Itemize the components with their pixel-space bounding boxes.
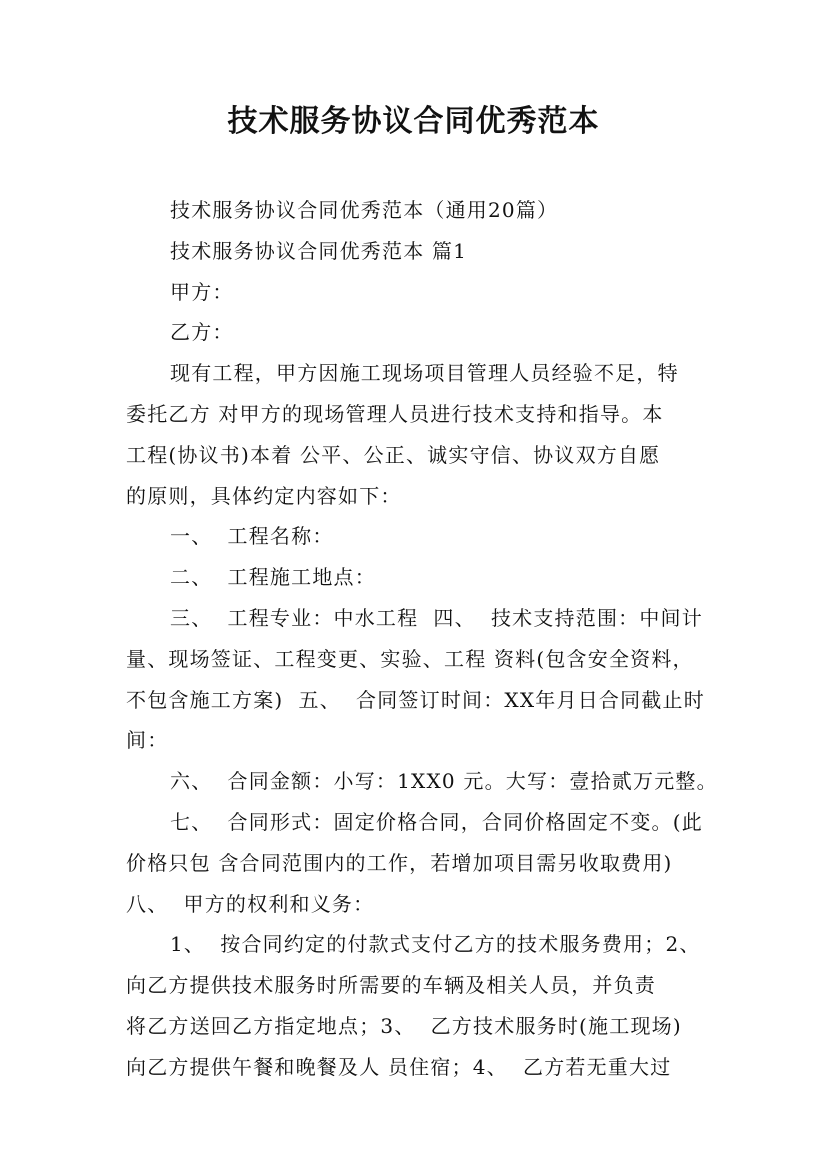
text-line: 向乙方提供午餐和晚餐及人 员住宿；4、 乙方若无重大过 [126,1054,672,1079]
text-line: 六、 合同金额：小写：1XX0 元。大写：壹拾贰万元整。 [170,769,718,794]
text-line: 技术服务协议合同优秀范本（通用20篇） [170,198,559,222]
text-line: 间： [126,728,169,753]
text-line: 一、 工程名称： [170,524,334,549]
text-line: 二、 工程施工地点： [170,565,376,590]
text-line: 工程(协议书)本着 公平、公正、诚实守信、协议双方自愿 [126,442,661,467]
text-line: 三、 工程专业：中水工程 四、 技术支持范围：中间计 [170,605,703,630]
text-line: 七、 合同形式：固定价格合同，合同价格固定不变。(此 [170,809,703,834]
text-line: 将乙方送回乙方指定地点；3、 乙方技术服务时(施工现场) [126,1013,682,1038]
text-line: 1、 按合同约定的付款式支付乙方的技术服务费用；2、 [170,932,701,957]
text-line: 现有工程，甲方因施工现场项目管理人员经验不足，特 [170,361,679,386]
text-line: 不包含施工方案) 五、 合同签订时间：XX年月日合同截止时 [126,687,705,712]
text-line: 乙方： [170,320,234,345]
text-line: 量、现场签证、工程变更、实验、工程 资料(包含安全资料， [126,646,694,671]
document-title: 技术服务协议合同优秀范本 [227,104,600,139]
text-line: 委托乙方 对甲方的现场管理人员进行技术支持和指导。本 [126,401,664,426]
text-line: 八、 甲方的权利和义务： [126,891,375,916]
text-line: 的原则，具体约定内容如下： [126,483,402,508]
text-line: 价格只包 含合同范围内的工作，若增加项目需另收取费用) [126,850,673,875]
text-line: 甲方： [170,279,234,304]
document-body [126,190,716,1088]
text-line: 技术服务协议合同优秀范本 篇1 [170,238,468,263]
text-line: 向乙方提供技术服务时所需要的车辆及相关人员，并负责 [126,973,656,998]
